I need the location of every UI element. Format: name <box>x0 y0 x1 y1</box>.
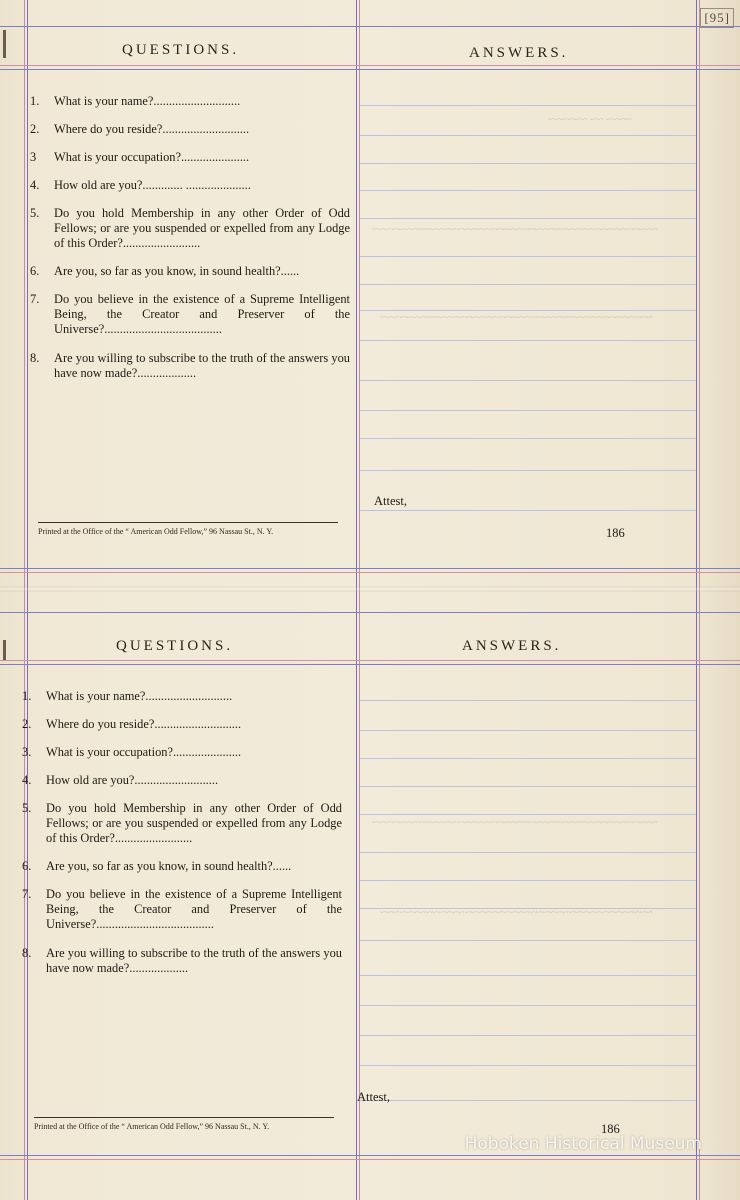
bleed-through: ~~~~~~~~~~~~~~~~~~~~~~~~~~~~~~~~~~~~~~~~~~ <box>380 310 653 324</box>
question-text: Are you, so far as you know, in sound health?...... <box>54 264 300 278</box>
printer-imprint: Printed at the Office of the “ American Odd Fellow,” 96 Nassau St., N. Y. <box>38 522 338 536</box>
question-number: 1. <box>22 689 32 703</box>
question-number: 8. <box>30 351 40 365</box>
column-divider <box>359 0 360 1200</box>
section-rule <box>0 572 740 573</box>
question-text: Where do you reside?............................ <box>54 122 250 136</box>
margin-rule <box>27 0 28 1200</box>
question-text: Where do you reside?............................ <box>46 717 242 731</box>
question-number: 7. <box>30 292 40 306</box>
header-rule <box>0 664 740 665</box>
bottom-rule <box>0 1159 740 1160</box>
answers-heading: ANSWERS. <box>469 45 569 61</box>
question-number: 5. <box>30 206 40 220</box>
question-text: Do you hold Membership in any other Order of Odd Fellows; or are you suspended or expelled from any Lodge of this Order?......................... <box>46 801 342 845</box>
bleed-through: ~~~~~~~~~~~~~~~~~~~~~~~~~~~~~~~~~~~~~~~~~~~~ <box>372 222 658 236</box>
question-number: 6. <box>30 264 40 278</box>
attest-label: Attest, <box>374 494 407 508</box>
questions-heading: QUESTIONS. <box>116 638 234 654</box>
year-label: 186 <box>606 526 625 540</box>
question-number: 6. <box>22 859 32 873</box>
bottom-rule <box>0 1155 740 1156</box>
question-text: Are you willing to subscribe to the truth of the answers you have now made?................... <box>54 351 350 380</box>
section-rule <box>0 568 740 569</box>
question-number: 2. <box>22 717 32 731</box>
question-text: What is your name?............................ <box>54 94 241 108</box>
question-text: What is your name?............................ <box>46 689 233 703</box>
question-text: Do you believe in the existence of a Supreme Intelligent Being, the Creator and Preserver of the Universe?...................................... <box>46 887 342 931</box>
header-rule <box>0 660 740 661</box>
question-number: 8. <box>22 946 32 960</box>
bleed-through: ~~~~~~~~~~~~~~~~~~~~~~~~~~~~~~~~~~~~~~~~~~~~ <box>372 815 658 829</box>
right-rule <box>699 0 700 1200</box>
header-rule <box>0 65 740 66</box>
question-number: 5. <box>22 801 32 815</box>
edge-mark <box>3 30 6 58</box>
section-rule <box>0 612 740 613</box>
page-fold <box>0 586 740 592</box>
question-text: Do you believe in the existence of a Supreme Intelligent Being, the Creator and Preserver of the Universe?...................................... <box>54 292 350 336</box>
answers-heading: ANSWERS. <box>462 638 562 654</box>
question-number: 3. <box>22 745 32 759</box>
question-number: 7. <box>22 887 32 901</box>
question-number: 1. <box>30 94 40 108</box>
bleed-through: ~~~~~~~~~~~~~~~~~~~~~~~~~~~~~~~~~~~~~~~~~~ <box>380 905 653 919</box>
questions-heading: QUESTIONS. <box>122 42 240 58</box>
attest-label: Attest, <box>357 1090 390 1104</box>
museum-watermark: Hoboken Historical Museum <box>464 1134 702 1154</box>
question-number: 4. <box>22 773 32 787</box>
year-label: 186 <box>601 1122 620 1136</box>
question-number: 4. <box>30 178 40 192</box>
header-rule <box>0 69 740 70</box>
margin-rule <box>24 0 25 1200</box>
question-text: Are you willing to subscribe to the truth of the answers you have now made?................... <box>46 946 342 975</box>
question-text: Are you, so far as you know, in sound health?...... <box>46 859 292 873</box>
question-text: What is your occupation?...................... <box>46 745 242 759</box>
printer-imprint: Printed at the Office of the “ American Odd Fellow,” 96 Nassau St., N. Y. <box>34 1117 334 1131</box>
right-rule <box>696 0 697 1200</box>
question-text: What is your occupation?...................... <box>54 150 250 164</box>
column-divider <box>356 0 357 1200</box>
edge-mark <box>3 640 6 660</box>
question-text: How old are you?............. ..................... <box>54 178 251 192</box>
bleed-through: ~~~~ ~~ ~~~~~~ <box>548 112 632 126</box>
page-number: [95] <box>700 8 734 28</box>
question-number: 2. <box>30 122 40 136</box>
question-text: How old are you?........................... <box>46 773 219 787</box>
question-number: 3 <box>30 150 37 164</box>
question-text: Do you hold Membership in any other Order of Odd Fellows; or are you suspended or expelled from any Lodge of this Order?......................... <box>54 206 350 250</box>
top-rule <box>0 26 740 27</box>
